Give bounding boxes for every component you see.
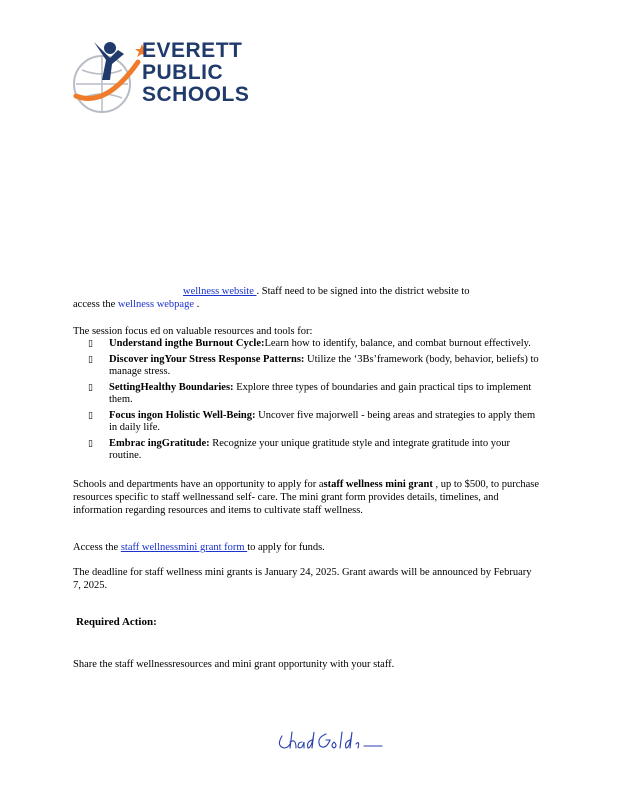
intro-paragraph: [73, 285, 541, 311]
topic-text: Utilize the ‘3Bs’framework (body, behavior, beliefs) to manage stress.: [109, 353, 539, 377]
grant-paragraph: [73, 478, 541, 517]
topic-title: Discover ingYour Stress Response Patterns:: [109, 353, 305, 365]
list-item: [73, 438, 543, 463]
access-text-1: Access the: [73, 542, 121, 553]
wellness-website-link[interactable]: wellness website: [183, 286, 257, 297]
bullet-icon: ▯: [88, 354, 93, 365]
bullet-icon: ▯: [88, 382, 93, 393]
grant-text-2: , up to $500, to purchase resources specific to staff wellnessand self- care. The mini grant form provides details, timelines, and information regarding resources and items to cultivate staff wellness.: [73, 479, 540, 516]
share-paragraph: Share the staff wellnessresources and mini grant opportunity with your staff.: [73, 659, 395, 670]
grant-bold: staff wellness mini grant: [323, 479, 433, 490]
topic-title: Understand ingthe Burnout Cycle:: [109, 338, 265, 349]
session-lead: The session focus ed on valuable resources and tools for:: [73, 326, 313, 337]
list-item: [73, 410, 543, 435]
access-paragraph: [73, 541, 541, 554]
intro-text-1: . Staff need to be signed into the district website to: [256, 286, 470, 297]
grant-form-link[interactable]: staff wellnessmini grant form: [120, 542, 248, 553]
logo-line-3: SCHOOLS: [142, 83, 250, 106]
list-item: [73, 382, 543, 407]
deadline-paragraph: The deadline for staff wellness mini grants is January 24, 2025. Grant awards will be announced by February 7, 2025.: [73, 567, 532, 591]
logo-wordmark: [142, 40, 249, 106]
list-item: [73, 338, 543, 351]
topic-title: Embrac ingGratitude:: [109, 437, 210, 449]
logo-line-2: PUBLIC: [142, 61, 224, 84]
bullet-icon: ▯: [88, 410, 93, 421]
bullet-icon: ▯: [88, 339, 93, 349]
intro-text-2: access the: [73, 299, 116, 310]
topic-title: SettingHealthy Boundaries:: [109, 381, 234, 393]
wellness-webpage-link[interactable]: wellness webpage: [117, 299, 195, 310]
topic-title: Focus ingon Holistic Well-Being:: [109, 409, 256, 421]
required-action-heading: Required Action:: [76, 616, 157, 628]
session-topics-list: [73, 338, 543, 466]
topic-text: Explore three types of boundaries and gain practical tips to implement them.: [109, 381, 532, 405]
topic-text: Learn how to identify, balance, and combat burnout effectively.: [264, 338, 531, 349]
intro-text-3: .: [194, 299, 200, 310]
logo-line-1: EVERETT: [142, 39, 243, 62]
grant-text-1: Schools and departments have an opportunity to apply for a: [73, 479, 324, 490]
list-item: [73, 354, 543, 379]
bullet-icon: ▯: [88, 438, 93, 449]
topic-text: Uncover five majorwell - being areas and strategies to apply them in daily life.: [109, 409, 536, 433]
topic-text: Recognize your unique gratitude style and integrate gratitude into your routine.: [109, 437, 510, 461]
signature-image: [276, 728, 386, 756]
access-text-2: to apply for funds.: [247, 542, 325, 553]
